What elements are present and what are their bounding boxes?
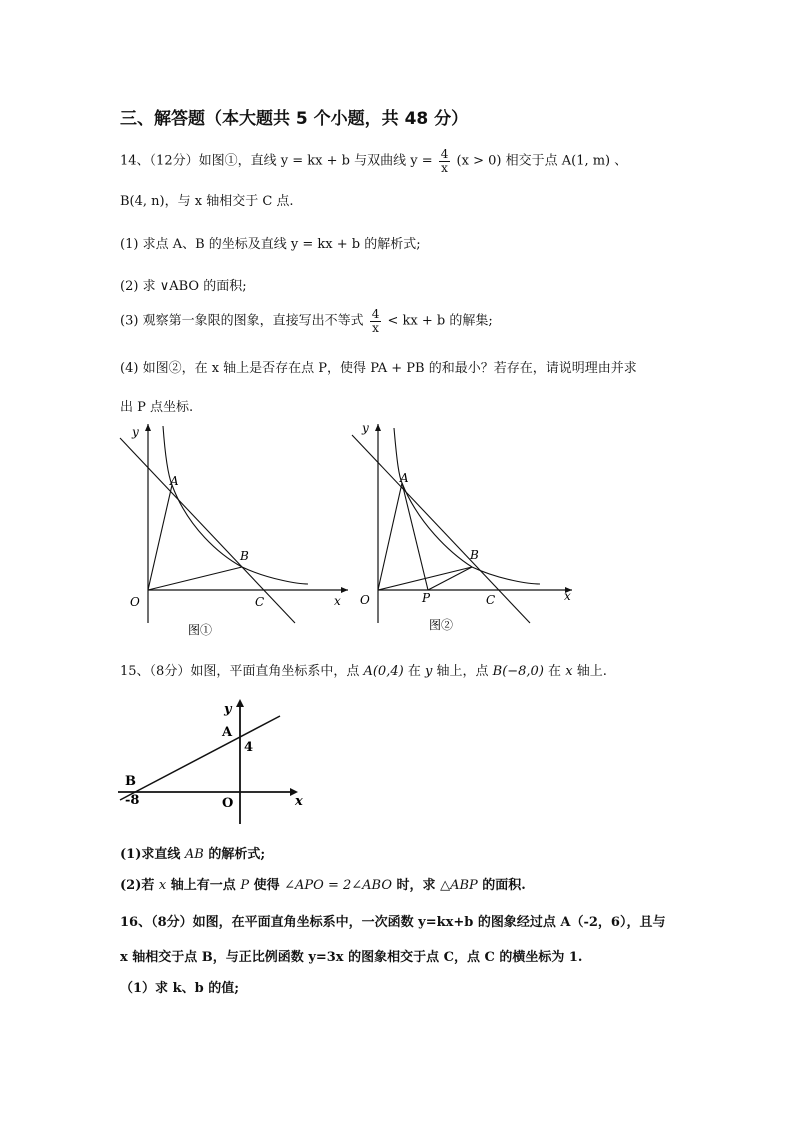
q15-fig-b-label: B (125, 774, 136, 789)
q15-fig-x-label: x (295, 794, 303, 809)
q14-part3 (120, 308, 493, 334)
q15-p1-ab: AB (184, 847, 204, 862)
q15-x-axis: x (565, 664, 573, 679)
q14-point-a: A(1, m) (561, 153, 611, 169)
q14-p3-num: (3) (120, 313, 139, 329)
figure-2 (340, 418, 580, 648)
q15-fig-four: 4 (244, 740, 254, 755)
q14-line-eq: y = kx + b (280, 153, 350, 169)
q15-p1-text: (1)求直线 (120, 847, 181, 862)
frac-numerator: 4 (440, 147, 449, 161)
q15-p2-mid: 轴上有一点 (170, 878, 236, 893)
q14-p4-eq: PA + PB (370, 361, 425, 376)
q14-part4 (120, 357, 637, 376)
q14-line1 (120, 148, 627, 174)
q15-p2-angle: ∠APO = 2∠ABO (284, 878, 392, 893)
q14-p2-end: 的面积; (203, 279, 247, 294)
q15-p2-x: x (158, 878, 167, 893)
q14-part1 (120, 233, 421, 252)
frac-numerator: 4 (371, 307, 380, 321)
fig1-segment-ob (148, 567, 242, 590)
q14-point-b: B(4, n) (120, 194, 165, 209)
q14-p2-text: 求 (142, 279, 156, 294)
q14-p1-eq: y = kx + b (290, 237, 361, 252)
fig2-p-label: P (422, 591, 431, 605)
fig2-o-label: O (360, 593, 370, 607)
q14-hyper-cond: (x > 0) (456, 153, 502, 169)
q15-fig-y-label: y (224, 702, 232, 717)
q14-with-hyperbola: 与双曲线 (354, 153, 407, 169)
q14-line2 (120, 190, 294, 209)
q15-y-axis: y (424, 664, 433, 679)
fig2-segment-pb (428, 567, 472, 590)
fig1-c-label: C (255, 595, 265, 609)
q15-p2-text: (2)若 (120, 878, 155, 893)
fig2-y-arrow (375, 424, 381, 431)
q14-x-axis-c: ，与 x 轴相交于 C 点. (164, 194, 294, 209)
frac-denominator: x (372, 320, 379, 335)
q14-p4-text: 如图②，在 x 轴上是否存在点 P，使得 (142, 361, 367, 376)
fig1-b-label: B (240, 549, 249, 563)
fig2-line-ab (352, 435, 530, 623)
q14-sep: 、 (614, 153, 628, 169)
fig2-hyperbola (394, 428, 540, 584)
q15-p2-tri: △ABP (440, 878, 478, 893)
q15-in2: 在 (548, 664, 562, 679)
q14-p2-num: (2) (120, 279, 139, 294)
q14-intersect: 相交于点 (505, 153, 558, 169)
frac-denominator: x (441, 160, 448, 175)
fig2-b-label: B (470, 548, 479, 562)
q15-in: 在 (407, 664, 421, 679)
q14-hyper-fraction (439, 148, 451, 174)
fig1-a-label: A (170, 474, 179, 488)
q15-p1-end: 的解析式; (208, 847, 266, 862)
q14-p3-text: 观察第一象限的图象，直接写出不等式 (142, 313, 364, 329)
q14-p4-end: 的和最小？若存在，请说明理由并求 (428, 361, 637, 376)
fig2-caption: 图② (429, 618, 454, 632)
q14-p3-fraction (370, 308, 382, 334)
fig1-caption: 图① (188, 623, 213, 637)
q14-part2 (120, 275, 247, 294)
q14-p4-num: (4) (120, 361, 139, 376)
q15-fig-neg8: -8 (125, 793, 140, 808)
fig2-c-label: C (486, 593, 496, 607)
q14-p2-tri: ∨ABO (159, 279, 200, 294)
fig1-line-ab (120, 438, 295, 623)
q16-part1: （1）求 k、b 的值; (120, 981, 239, 996)
fig2-y-label: y (362, 421, 369, 435)
q15-axis-point: 轴上，点 (436, 664, 489, 679)
q15-fig-o-label: O (222, 796, 234, 811)
q15-part2 (120, 874, 526, 893)
q15-p2-end: 的面积. (482, 878, 526, 893)
q14-part4-line2: 出 P 点坐标. (120, 400, 194, 415)
fig1-x-label: x (334, 594, 341, 608)
q14-intro: 14、（12分）如图①，直线 (120, 153, 277, 169)
q16-line2: x 轴相交于点 B，与正比例函数 y=3x 的图象相交于点 C，点 C 的横坐标为 1. (120, 950, 583, 965)
fig2-a-label: A (400, 471, 409, 485)
q15-axis-end: 轴上. (576, 664, 607, 679)
q15-part1 (120, 843, 265, 862)
q15-line1 (120, 660, 607, 679)
figure-1 (110, 418, 350, 648)
q15-p2-mid3: 时，求 (396, 878, 436, 893)
q14-hyper-lhs: y = (410, 153, 433, 169)
q15-line-ab (120, 716, 280, 800)
q15-y-arrow (236, 699, 244, 707)
q15-p2-mid2: 使得 (253, 878, 280, 893)
fig1-segment-oa (148, 485, 172, 590)
q15-fig-a-label: A (222, 725, 233, 740)
q14-p3-end: 的解集; (449, 313, 493, 329)
section-title: 三、解答题（本大题共 5 个小题，共 48 分） (120, 109, 469, 129)
fig1-y-arrow (145, 424, 151, 431)
fig1-y-label: y (132, 425, 139, 439)
fig2-x-label: x (564, 589, 571, 603)
fig2-segment-pa (402, 483, 428, 590)
q15-point-a: A(0,4) (363, 664, 404, 679)
q14-p1-end: 的解析式; (364, 237, 421, 252)
q15-point-b: B(−8,0) (492, 664, 544, 679)
q14-p1-num: (1) (120, 237, 139, 252)
q14-p1-text: 求点 A、B 的坐标及直线 (142, 237, 287, 252)
fig1-o-label: O (130, 595, 140, 609)
q16-line1: 16、（8分）如图，在平面直角坐标系中，一次函数 y=kx+b 的图象经过点 A（-2，6），且与 (120, 915, 666, 930)
q15-intro: 15、（8分）如图，平面直角坐标系中，点 (120, 664, 360, 679)
fig2-segment-oa (378, 483, 402, 590)
q14-p3-ineq: < kx + b (387, 313, 446, 329)
figure-q15 (112, 694, 312, 834)
q15-p2-p: P (240, 878, 250, 893)
